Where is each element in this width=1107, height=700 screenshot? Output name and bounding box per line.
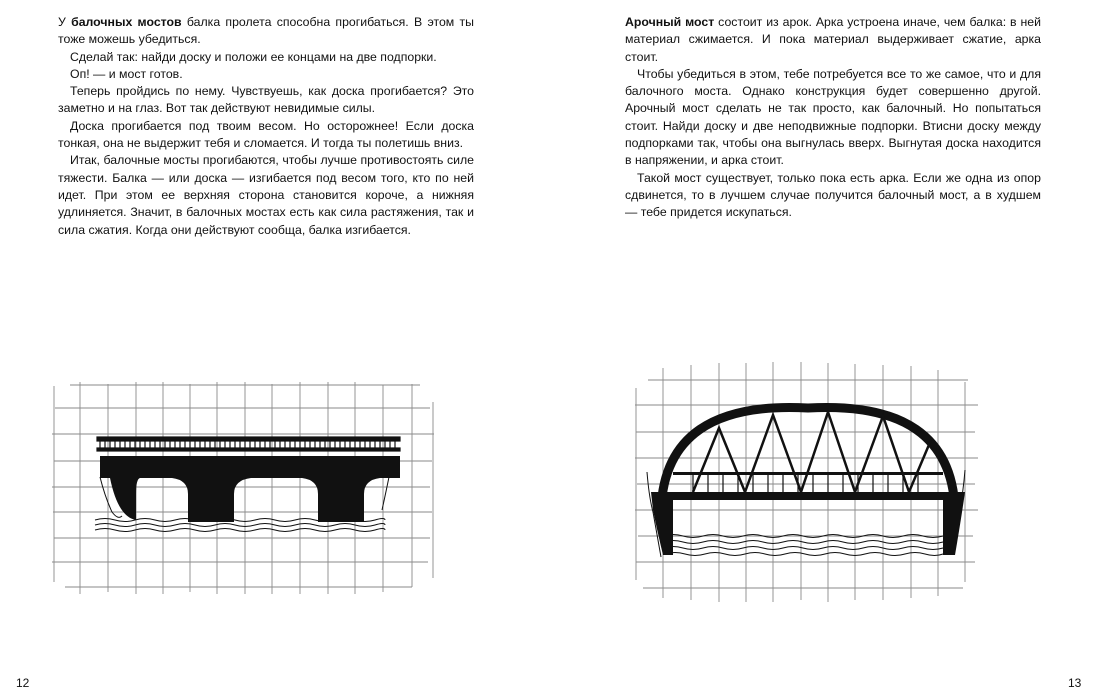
arch-bridge-illustration: [633, 360, 983, 605]
term-arch-bridge: Арочный мост: [625, 15, 715, 29]
truss: [693, 412, 931, 492]
paragraph: Оп! — и мост готов.: [70, 66, 183, 81]
left-page-text: [58, 14, 474, 239]
paragraph: Теперь пройдись по нему. Чувствуешь, как доска прогибается? Это заметно и на глаз. Вот так действуют невидимые силы.: [58, 84, 474, 116]
left-page: [0, 0, 553, 700]
page-number: 13: [1068, 676, 1082, 690]
grid: [52, 382, 434, 594]
term-beam-bridge: балочных мостов: [71, 15, 182, 29]
water: [663, 535, 943, 556]
paragraph: Такой мост существует, только пока есть арка. Если же одна из опор сдвинется, то в лучшем случае получится балочный мост, а в худшем — тебе придется искупаться.: [625, 170, 1041, 220]
paragraph: Итак, балочные мосты прогибаются, чтобы лучше противостоять силе тяжести. Балка — или доска — изгибается под весом того, кто по ней идет. При этом ее верхняя сторона становится короче, а нижняя удлиняется. Значит, в балочных мостах есть как сила растяжения, так и сила сжатия. Когда они действуют сообща, балка изгибается.: [58, 153, 474, 237]
abutments: [651, 492, 965, 555]
railing: [97, 437, 400, 451]
grid: [635, 362, 978, 602]
right-page-text: [625, 14, 1041, 222]
paragraph: Арочный мост состоит из арок. Арка устроена иначе, чем балка: в ней материал сжимается. И пока материал выдерживает сжатие, арка стоит.: [625, 15, 1041, 64]
right-page: [553, 0, 1107, 700]
paragraph: Сделай так: найди доску и положи ее концами на две подпорки.: [70, 49, 437, 64]
beam-bridge-illustration: [50, 382, 440, 597]
paragraph: У балочных мостов балка пролета способна прогибаться. В этом ты тоже можешь убедиться.: [58, 15, 474, 47]
paragraph: Доска прогибается под твоим весом. Но осторожнее! Если доска тонкая, она не выдержит тебя и сломается. И тогда ты полетишь вниз.: [58, 118, 474, 151]
paragraph: Чтобы убедиться в этом, тебе потребуется все то же самое, что и для балочного моста. Однако конструкция будет совершенно другой. Арочный мост сделать не так просто, как балочный. Но попытаться стоит. Найди доску и две неподвижные подпорки. Втисни доску между подпорками так, чтобы она выгнулась вверх. Выгнутая доска находится в напряжении, и арка стоит.: [625, 66, 1041, 168]
page-number: 12: [16, 676, 30, 690]
